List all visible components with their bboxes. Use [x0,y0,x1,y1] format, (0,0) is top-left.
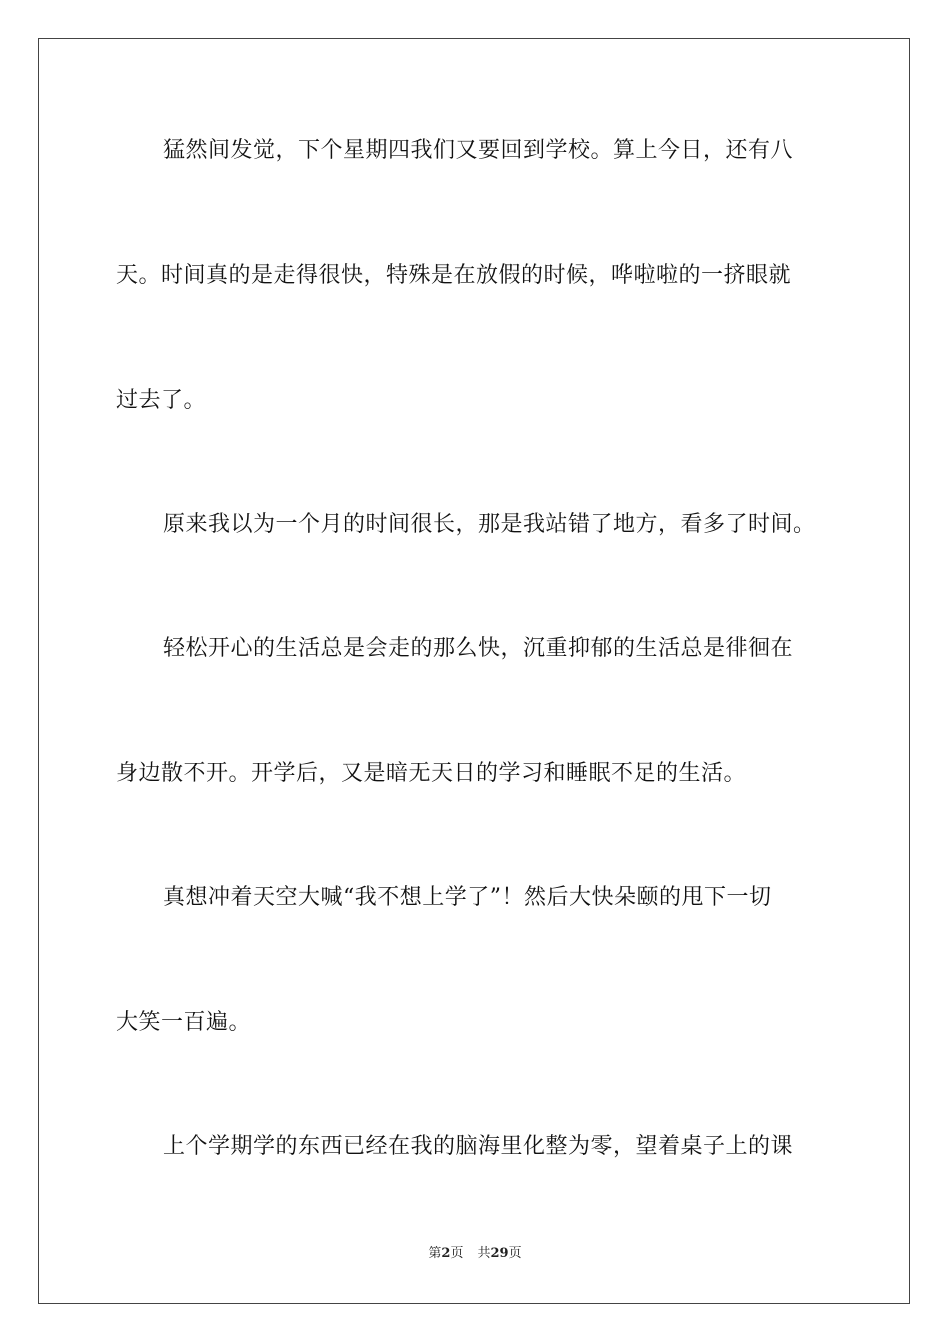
paragraph-2-line-1: 原来我以为一个月的时间很长，那是我站错了地方，看多了时间。 [163,512,816,537]
page-number: 2 [441,1246,451,1261]
total-suffix: 页 [508,1246,522,1261]
paragraph-4-line-2: 大笑一百遍。 [116,1010,252,1035]
page-frame [38,38,910,1304]
paragraph-1-line-2: 天。时间真的是走得很快，特殊是在放假的时候，哗啦啦的一挤眼就 [116,263,792,288]
paragraph-3-line-2: 身边散不开。开学后，又是暗无天日的学习和睡眠不足的生活。 [116,761,747,786]
paragraph-1-line-3: 过去了。 [116,388,207,413]
total-pages: 29 [490,1246,509,1261]
page-footer [0,1245,950,1263]
page-prefix: 第 [428,1246,442,1261]
paragraph-5-line-1: 上个学期学的东西已经在我的脑海里化整为零，望着桌子上的课 [163,1134,794,1159]
page-suffix: 页 [450,1246,464,1261]
paragraph-4-line-1: 真想冲着天空大喊“我不想上学了”！然后大快朵颐的甩下一切 [163,885,772,910]
total-prefix: 共 [477,1246,491,1261]
paragraph-1-line-1: 猛然间发觉，下个星期四我们又要回到学校。算上今日，还有八 [163,138,794,163]
paragraph-3-line-1: 轻松开心的生活总是会走的那么快，沉重抑郁的生活总是徘徊在 [163,636,794,661]
